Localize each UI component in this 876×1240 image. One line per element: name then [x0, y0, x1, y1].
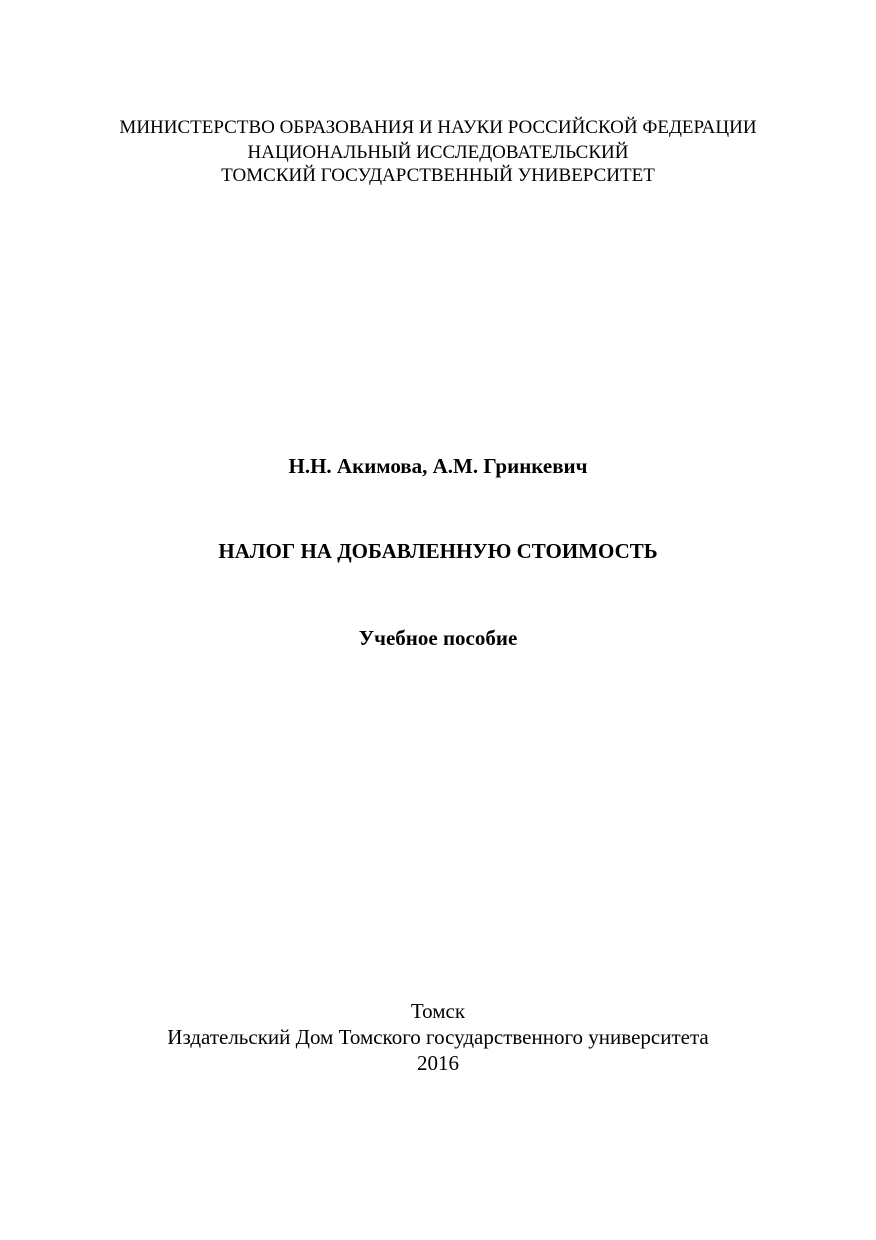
publication-year: 2016	[417, 1051, 459, 1075]
book-authors: Н.Н. Акимова, А.М. Гринкевич	[288, 454, 588, 478]
publisher-name: Издательский Дом Томского государственного университета	[167, 1025, 709, 1049]
university-name-line-1: НАЦИОНАЛЬНЫЙ ИССЛЕДОВАТЕЛЬСКИЙ	[247, 142, 629, 163]
ministry-name: МИНИСТЕРСТВО ОБРАЗОВАНИЯ И НАУКИ РОССИЙСКОЙ ФЕДЕРАЦИИ	[119, 117, 757, 138]
book-subtitle: Учебное пособие	[358, 626, 518, 650]
book-title: НАЛОГ НА ДОБАВЛЕННУЮ СТОИМОСТЬ	[218, 539, 658, 563]
university-name-line-2: ТОМСКИЙ ГОСУДАРСТВЕННЫЙ УНИВЕРСИТЕТ	[221, 165, 655, 186]
publication-city: Томск	[410, 999, 466, 1023]
